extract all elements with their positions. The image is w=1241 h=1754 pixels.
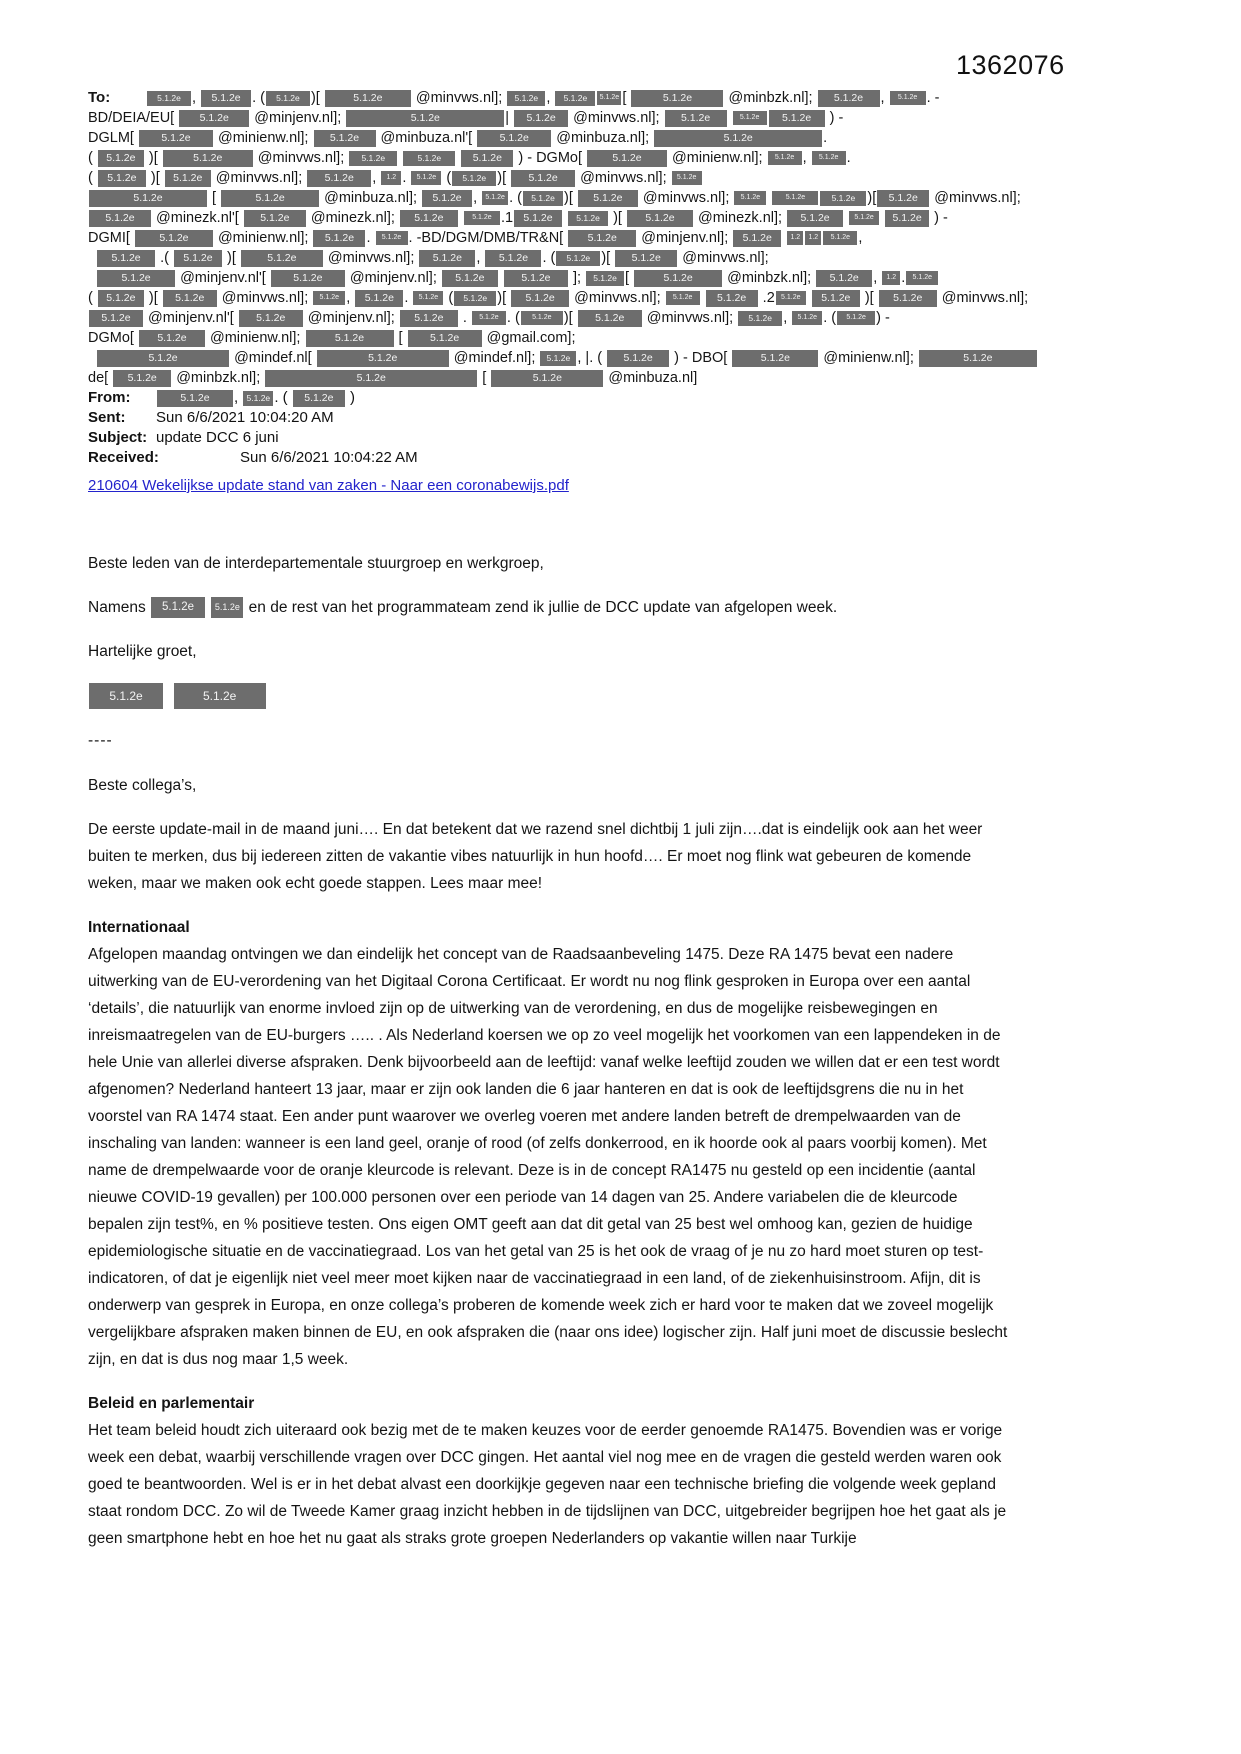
- header-text-fragment: (: [88, 170, 97, 186]
- header-text-fragment: @minvws.nl];: [253, 150, 349, 166]
- header-text-fragment: )[: [144, 290, 162, 306]
- header-text-fragment: ) -: [876, 310, 890, 326]
- redaction-box: 5.1.2e: [733, 111, 767, 125]
- redaction-box: 5.1.2e: [482, 191, 508, 205]
- header-text-fragment: [88, 270, 96, 286]
- redaction-box: 5.1.2e: [400, 310, 458, 327]
- from-value: [156, 388, 355, 408]
- header-text-fragment: (: [88, 290, 97, 306]
- header-text-fragment: . (: [823, 310, 837, 326]
- header-text-fragment: [844, 210, 848, 226]
- header-text-fragment: @mindef.nl];: [449, 350, 540, 366]
- header-text-fragment: @minvws.nl];: [678, 250, 769, 266]
- redaction-box: 5.1.2e: [113, 370, 171, 387]
- header-text-fragment: @minienw.nl];: [819, 350, 918, 366]
- header-text-fragment: @minvws.nl];: [217, 290, 313, 306]
- redaction-box: 5.1.2e: [314, 130, 376, 147]
- redaction-box: 5.1.2e: [523, 191, 563, 206]
- header-text-fragment: .: [458, 310, 471, 326]
- header-text-fragment: [459, 210, 463, 226]
- header-text-fragment: ];: [568, 270, 586, 286]
- header-text-fragment: |: [505, 110, 514, 126]
- redaction-box: 1.2: [805, 231, 821, 245]
- header-text-fragment: @minjenv.nl];: [250, 110, 346, 126]
- signature-redactions: [88, 682, 1013, 709]
- redaction-box: 5.1.2e: [293, 390, 345, 407]
- header-text-fragment: [880, 210, 884, 226]
- to-line: [88, 228, 1178, 248]
- redaction-box: 5.1.2e: [266, 91, 310, 106]
- to-line: [88, 348, 1178, 368]
- header-text-fragment: . (: [509, 190, 523, 206]
- header-text-fragment: . -BD/DGM/DMB/TR&N[: [408, 230, 568, 246]
- redaction-box: 5.1.2e: [307, 170, 371, 187]
- header-text-fragment: @minvws.nl];: [937, 290, 1029, 306]
- redaction-box: 5.1.2e: [151, 597, 205, 618]
- header-text-fragment: @minbuza.nl'[: [376, 130, 477, 146]
- header-text-fragment: [782, 230, 786, 246]
- redaction-box: 5.1.2e: [419, 250, 475, 267]
- redaction-box: 5.1.2e: [665, 110, 727, 127]
- redaction-box: 5.1.2e: [849, 211, 879, 225]
- redaction-box: 5.1.2e: [442, 270, 498, 287]
- header-text-fragment: DGLM[: [88, 130, 138, 146]
- redaction-box: 5.1.2e: [408, 330, 482, 347]
- redaction-box: 5.1.2e: [174, 683, 266, 709]
- to-line: [88, 168, 1178, 188]
- header-text-fragment: @gmail.com];: [482, 330, 576, 346]
- header-text-fragment: @minjenv.nl];: [637, 230, 733, 246]
- header-text-fragment: @minvws.nl];: [570, 290, 665, 306]
- header-text-fragment: ,: [783, 310, 792, 326]
- to-line: [88, 288, 1178, 308]
- header-text-fragment: ,: [546, 90, 555, 106]
- redaction-box: 5.1.2e: [147, 91, 191, 106]
- header-text-fragment: [88, 250, 96, 266]
- redaction-box: 5.1.2e: [816, 270, 872, 287]
- redaction-box: 5.1.2e: [578, 190, 638, 207]
- email-content: [88, 88, 1178, 1569]
- header-text-fragment: .: [402, 170, 411, 186]
- section-beleid-en-parlementair: [88, 1390, 1013, 1552]
- to-line: [88, 268, 1178, 288]
- header-text-fragment: )[: [497, 290, 511, 306]
- redaction-box: 5.1.2e: [812, 151, 846, 165]
- header-text-fragment: @minezk.nl'[: [152, 210, 243, 226]
- header-text-fragment: .: [404, 290, 413, 306]
- redaction-box: 5.1.2e: [346, 110, 504, 127]
- header-text-fragment: BD/DEIA/EU[: [88, 110, 179, 126]
- header-text-fragment: [701, 290, 705, 306]
- header-text-fragment: [807, 290, 811, 306]
- header-text-fragment: @minjenv.nl];: [345, 270, 441, 286]
- redaction-box: 5.1.2e: [472, 311, 506, 325]
- redaction-box: 5.1.2e: [627, 210, 693, 227]
- sent-value: Sun 6/6/2021 10:04:20 AM: [156, 409, 334, 426]
- header-text-fragment: DGMo[: [88, 330, 138, 346]
- header-text-fragment: .1: [500, 210, 514, 226]
- redaction-box: 5.1.2e: [265, 370, 477, 387]
- redaction-box: 5.1.2e: [568, 211, 608, 226]
- header-text-fragment: )[: [601, 250, 615, 266]
- divider: ----: [88, 732, 113, 749]
- redaction-box: 5.1.2e: [325, 90, 411, 107]
- header-text-fragment: [: [622, 90, 631, 106]
- header-text-fragment: [: [625, 270, 634, 286]
- header-text-fragment: [398, 150, 402, 166]
- header-text-fragment: ,: [873, 270, 882, 286]
- to-line: [88, 308, 1178, 328]
- redaction-box: 5.1.2e: [485, 250, 541, 267]
- header-text-fragment: )[: [564, 190, 577, 206]
- header-text-fragment: @mindef.nl[: [230, 350, 316, 366]
- redaction-box: 5.1.2e: [179, 110, 249, 127]
- redaction-box: 5.1.2e: [514, 110, 568, 127]
- header-text-fragment: ,: [476, 250, 485, 266]
- redaction-box: 5.1.2e: [97, 270, 175, 287]
- email-body: [88, 550, 1013, 1552]
- header-text-fragment: ,: [802, 150, 811, 166]
- header-text-fragment: ,: [346, 290, 355, 306]
- header-text-fragment: .: [846, 150, 851, 166]
- header-text-fragment: [206, 599, 210, 616]
- redaction-box: 5.1.2e: [823, 231, 857, 245]
- redaction-box: 5.1.2e: [139, 130, 213, 147]
- redaction-box: 5.1.2e: [634, 270, 722, 287]
- header-text-fragment: [767, 190, 771, 206]
- attachment-row: [88, 476, 1178, 496]
- header-text-fragment: ,: [372, 170, 381, 186]
- redaction-box: 5.1.2e: [540, 351, 576, 366]
- header-text-fragment: @minjenv.nl];: [303, 310, 399, 326]
- header-text-fragment: ,: [192, 90, 201, 106]
- redaction-box: 5.1.2e: [607, 350, 669, 367]
- header-text-fragment: @minbuza.nl];: [320, 190, 422, 206]
- attachment-link[interactable]: 210604 Wekelijkse update stand van zaken - Naar een coronabewijs.pdf: [88, 477, 569, 494]
- redaction-box: 5.1.2e: [317, 350, 449, 367]
- redaction-box: 5.1.2e: [201, 90, 251, 107]
- header-text-fragment: (: [88, 150, 97, 166]
- to-line-tokens: [146, 90, 939, 106]
- redaction-box: 5.1.2e: [491, 370, 603, 387]
- header-text-fragment: ,: [234, 389, 243, 406]
- header-text-fragment: @minjenv.nl'[: [144, 310, 238, 326]
- redaction-box: 5.1.2e: [706, 290, 758, 307]
- redaction-box: 5.1.2e: [98, 290, 144, 307]
- header-text-fragment: ) -: [825, 110, 844, 126]
- redaction-box: 5.1.2e: [879, 290, 937, 307]
- header-text-fragment: . (: [252, 90, 265, 106]
- header-text-fragment: [456, 150, 460, 166]
- header-text-fragment: . -: [926, 90, 940, 106]
- header-text-fragment: . (: [274, 389, 292, 406]
- redaction-box: 5.1.2e: [135, 230, 213, 247]
- header-text-fragment: @minvws.nl];: [638, 190, 734, 206]
- redaction-box: 5.1.2e: [244, 210, 306, 227]
- header-text-fragment: @minjenv.nl'[: [176, 270, 270, 286]
- closing: Hartelijke groet,: [88, 643, 197, 660]
- header-text-fragment: )[: [310, 90, 324, 106]
- redaction-box: 5.1.2e: [241, 250, 323, 267]
- sent-row: [88, 408, 1178, 428]
- redaction-box: 5.1.2e: [165, 170, 211, 187]
- header-text-fragment: @minienw.nl];: [668, 150, 767, 166]
- redaction-box: 5.1.2e: [239, 310, 303, 327]
- subject-label: Subject:: [88, 429, 148, 446]
- header-text-fragment: @minezk.nl];: [693, 210, 787, 226]
- redaction-box: 5.1.2e: [586, 271, 624, 286]
- header-text-fragment: (: [442, 170, 452, 186]
- redaction-box: 5.1.2e: [89, 210, 151, 227]
- redaction-box: 5.1.2e: [521, 311, 563, 325]
- redaction-box: 5.1.2e: [211, 597, 243, 618]
- redaction-box: 5.1.2e: [818, 90, 880, 107]
- header-text-fragment: @minbzk.nl];: [723, 270, 816, 286]
- header-text-fragment: [: [394, 330, 407, 346]
- namens-line: [88, 594, 1013, 621]
- redaction-box: 5.1.2e: [906, 271, 938, 285]
- redaction-box: 5.1.2e: [812, 290, 860, 307]
- redaction-box: 5.1.2e: [157, 390, 233, 407]
- redaction-box: 5.1.2e: [403, 151, 455, 166]
- intro-paragraph: De eerste update-mail in de maand juni…. En dat betekent dat we razend snel dichtbij 1 juli zijn….dat is eindelijk ook aan het weer buiten te merken, dus bij iedereen zitten de vakantie vibes natuurlijk in hun hoofd…. Er moet nog flink wat gebeuren de komende weken, maar we maken ook echt goede stappen. Lees maar mee!: [88, 821, 983, 892]
- header-text-fragment: @minvws.nl];: [642, 310, 738, 326]
- redaction-box: 1.2: [882, 271, 900, 285]
- header-text-fragment: @minvws.nl];: [411, 90, 507, 106]
- header-text-fragment: )[: [867, 190, 877, 206]
- redaction-box: 5.1.2e: [734, 191, 766, 205]
- header-text-fragment: @minbzk.nl];: [724, 90, 817, 106]
- header-text-fragment: )[: [144, 150, 162, 166]
- redaction-box: 5.1.2e: [514, 210, 562, 227]
- redaction-box: 5.1.2e: [768, 151, 802, 165]
- received-row: [88, 448, 1178, 468]
- header-text-fragment: @minbuza.nl]: [604, 370, 698, 386]
- header-text-fragment: . (: [506, 310, 520, 326]
- redaction-box: 5.1.2e: [890, 91, 926, 105]
- sent-label: Sent:: [88, 409, 126, 426]
- header-text-fragment: @minezk.nl];: [306, 210, 399, 226]
- header-text-fragment: ) - DBO[: [670, 350, 732, 366]
- header-text-fragment: ,: [880, 90, 889, 106]
- redaction-box: 1.2: [381, 171, 401, 185]
- redaction-box: 5.1.2e: [568, 230, 636, 247]
- received-value: Sun 6/6/2021 10:04:22 AM: [240, 449, 418, 466]
- redaction-box: 5.1.2e: [877, 190, 929, 207]
- redaction-box: 5.1.2e: [271, 270, 345, 287]
- redaction-box: 5.1.2e: [666, 291, 700, 305]
- redaction-box: 5.1.2e: [452, 171, 496, 186]
- redaction-box: 5.1.2e: [837, 311, 875, 325]
- salutation-2: Beste collega’s,: [88, 777, 197, 794]
- header-text-fragment: @minvws.nl];: [323, 250, 419, 266]
- header-text-fragment: [164, 687, 173, 704]
- redaction-box: 5.1.2e: [578, 310, 642, 327]
- redaction-box: 1.2: [787, 231, 803, 245]
- to-label: To:: [88, 89, 111, 106]
- section-heading: Beleid en parlementair: [88, 1395, 255, 1412]
- redaction-box: 5.1.2e: [97, 250, 155, 267]
- redaction-box: 5.1.2e: [243, 391, 273, 406]
- header-text-fragment: [: [208, 190, 221, 206]
- redaction-box: 5.1.2e: [919, 350, 1037, 367]
- header-text-fragment: [88, 350, 96, 366]
- to-line: [88, 148, 1178, 168]
- header-text-fragment: Namens: [88, 599, 151, 616]
- to-line: [88, 248, 1178, 268]
- header-text-fragment: [728, 110, 732, 126]
- from-row: [88, 388, 1178, 408]
- header-text-fragment: ) -: [930, 210, 948, 226]
- redaction-box: 5.1.2e: [306, 330, 394, 347]
- redaction-box: 5.1.2e: [413, 291, 443, 305]
- to-line: [88, 208, 1178, 228]
- header-text-fragment: )[: [497, 170, 511, 186]
- redaction-box: 5.1.2e: [89, 683, 163, 709]
- redaction-box: 5.1.2e: [477, 130, 551, 147]
- to-line: [88, 368, 1178, 388]
- redaction-box: 5.1.2e: [411, 171, 441, 185]
- redaction-box: 5.1.2e: [89, 190, 207, 207]
- header-text-fragment: @minbzk.nl];: [172, 370, 265, 386]
- header-text-fragment: ,: [858, 230, 863, 246]
- redaction-box: 5.1.2e: [511, 290, 569, 307]
- redaction-box: 5.1.2e: [313, 230, 365, 247]
- redaction-box: 5.1.2e: [587, 150, 667, 167]
- header-text-fragment: @minvws.nl];: [930, 190, 1021, 206]
- header-text-fragment: @minienw.nl];: [213, 130, 313, 146]
- header-text-fragment: [499, 270, 503, 286]
- redaction-box: 5.1.2e: [313, 291, 345, 305]
- redaction-box: 5.1.2e: [461, 150, 513, 167]
- redaction-box: 5.1.2e: [631, 90, 723, 107]
- redaction-box: 5.1.2e: [97, 350, 229, 367]
- redaction-box: 5.1.2e: [776, 291, 806, 305]
- header-text-fragment: (: [444, 290, 454, 306]
- subject-row: [88, 428, 1178, 448]
- redaction-box: 5.1.2e: [98, 170, 146, 187]
- redaction-box: 5.1.2e: [163, 150, 253, 167]
- header-text-fragment: @minienw.nl];: [213, 230, 313, 246]
- redaction-box: 5.1.2e: [98, 150, 144, 167]
- to-line: [88, 128, 1178, 148]
- section-text: Het team beleid houdt zich uiteraard ook bezig met de te maken keuzes voor de eerder genoemde RA1475. Bovendien was er vorige week een debat, waarbij verschillende vragen over DCC gingen. Het aantal viel nog mee en de vragen die gesteld werden waren ook goed te beantwoorden. Wel is er in het debat alvast een doorkijkje gegeven naar een technische briefing die volgende week gepland staat rondom DCC. Zo wil de Tweede Kamer graag inzicht hebben in de tijdslijnen van DCC, uitgebreider begrijpen hoe het gaat als je geen smartphone hebt en hoe het nu gaat als straks grote groepen Nederlanders op vakantie willen naar Turkije: [88, 1422, 1007, 1547]
- header-text-fragment: ): [345, 389, 356, 406]
- header-text-fragment: [: [478, 370, 491, 386]
- section-text: Afgelopen maandag ontvingen we dan eindelijk het concept van de Raadsaanbeveling 1475. Deze RA 1475 bevat een nadere uitwerking van de EU-verordening van het Digitaal Corona Certificaat. Er wordt nu nog flink gesproken in Europa over een aantal ‘details’, die natuurlijk van enorme invloed zijn op de uitwerking van de verordening, en dus de mogelijke reisbewegingen en inreismaatregelen van de EU-burgers ….. . Als Nederland koersen we op zo veel mogelijk het voorkomen van een lappendeken in de hele Unie van allerlei diverse afspraken. Denk bijvoorbeeld aan de leeftijd: vanaf welke leeftijd zouden we willen dat er een test wordt afgenomen? Nederland hanteert 13 jaar, maar er zijn ook landen die 6 jaar hanteren en dat is ook de leeftijdsgrens die nu in het voorstel van RA 1474 staat. Een ander punt waarover we overleg voeren met andere landen betreft de drempelwaarden van de inschaling van landen: wanneer is een land geel, oranje of rood (of zelfs donkerrood, en ik hoorde ook al paars voorbij komen). Met name de drempelwaarde voor de oranje kleurcode is relevant. Deze is in de concept RA1475 nu gesteld op een incidentie (aantal nieuwe COVID-19 gevallen) per 100.000 personen over een periode van 14 dagen van 25. Andere variabelen die de kleurcode bepalen zijn test%, en % positieve testen. Ons eigen OMT geeft aan dat dit getal van 25 best wel omhoog kan, gezien de huidige epidemiologische situatie en de vaccinatiegraad. Los van het getal van 25 is het ook de vraag of je nu zo hard moet sturen op test-indicatoren, of dat je eigenlijk niet veel meer moet kijken naar de vaccinatiegraad in een land, of de ziekenhuisinstroom. Afijn, dit is onderwerp van gesprek in Europa, en onze collega’s proberen de komende week zich er hard voor te maken dat we zoveel mogelijk vergelijkbare afspraken maken binnen de EU, en ook afspraken die (naar ons idee) logischer zijn. Half juni moet de discussie beslecht zijn, en dat is dus nog maar 1,5 week.: [88, 946, 1008, 1368]
- header-text-fragment: .: [901, 270, 906, 286]
- header-text-fragment: )[: [222, 250, 240, 266]
- to-line: [88, 88, 1178, 108]
- subject-value: update DCC 6 juni: [156, 429, 279, 446]
- redaction-box: 5.1.2e: [511, 170, 575, 187]
- redaction-box: 5.1.2e: [400, 210, 458, 227]
- redaction-box: 5.1.2e: [355, 290, 403, 307]
- redaction-box: 5.1.2e: [672, 171, 702, 185]
- document-number: 1362076: [956, 50, 1065, 80]
- header-text-fragment: .: [823, 130, 828, 146]
- redaction-box: 5.1.2e: [787, 210, 843, 227]
- header-text-fragment: )[: [609, 210, 626, 226]
- to-field: [88, 88, 1178, 388]
- header-text-fragment: @minvws.nl];: [211, 170, 307, 186]
- redaction-box: 5.1.2e: [556, 251, 600, 266]
- redaction-box: 5.1.2e: [772, 191, 818, 205]
- redaction-box: 5.1.2e: [507, 91, 545, 106]
- redaction-box: 5.1.2e: [139, 330, 205, 347]
- redaction-box: 5.1.2e: [89, 310, 143, 327]
- redaction-box: 5.1.2e: [464, 211, 500, 225]
- header-text-fragment: .: [366, 230, 375, 246]
- header-text-fragment: )[: [146, 170, 164, 186]
- to-line: [88, 108, 1178, 128]
- header-text-fragment: ,: [473, 190, 482, 206]
- header-text-fragment: [563, 210, 567, 226]
- header-text-fragment: , |. (: [577, 350, 607, 366]
- header-text-fragment: @minienw.nl];: [205, 330, 305, 346]
- salutation: Beste leden van de interdepartementale stuurgroep en werkgroep,: [88, 555, 544, 572]
- redaction-box: 5.1.2e: [454, 291, 496, 306]
- header-text-fragment: .2: [758, 290, 775, 306]
- redaction-box: 5.1.2e: [597, 91, 621, 105]
- redaction-box: 5.1.2e: [885, 210, 929, 227]
- header-text-fragment: en de rest van het programmateam zend ik jullie de DCC update van afgelopen week.: [244, 599, 838, 616]
- from-label: From:: [88, 389, 131, 406]
- redaction-box: 5.1.2e: [349, 151, 397, 166]
- redaction-box: 5.1.2e: [769, 110, 825, 127]
- redaction-box: 5.1.2e: [422, 190, 472, 207]
- header-text-fragment: .(: [156, 250, 173, 266]
- header-text-fragment: @minbuza.nl];: [552, 130, 654, 146]
- redaction-box: 5.1.2e: [792, 311, 822, 325]
- header-text-fragment: @minvws.nl];: [569, 110, 664, 126]
- redaction-box: 5.1.2e: [174, 250, 222, 267]
- to-line: [88, 328, 1178, 348]
- redaction-box: 5.1.2e: [376, 231, 408, 245]
- header-text-fragment: de[: [88, 370, 113, 386]
- header-text-fragment: @minvws.nl];: [576, 170, 671, 186]
- redaction-box: 5.1.2e: [654, 130, 822, 147]
- redaction-box: 5.1.2e: [221, 190, 319, 207]
- section-internationaal: [88, 914, 1013, 1373]
- redaction-box: 5.1.2e: [163, 290, 217, 307]
- redaction-box: 5.1.2e: [733, 230, 781, 247]
- received-label: Received:: [88, 449, 159, 466]
- header-text-fragment: DGMI[: [88, 230, 134, 246]
- redaction-box: 5.1.2e: [820, 191, 866, 206]
- redaction-box: 5.1.2e: [615, 250, 677, 267]
- redaction-box: 5.1.2e: [504, 270, 568, 287]
- header-text-fragment: )[: [563, 310, 577, 326]
- redaction-box: 5.1.2e: [732, 350, 818, 367]
- redaction-box: 5.1.2e: [555, 91, 595, 106]
- section-heading: Internationaal: [88, 919, 190, 936]
- to-line: [88, 188, 1178, 208]
- redaction-box: 5.1.2e: [738, 311, 782, 326]
- header-text-fragment: ) - DGMo[: [514, 150, 587, 166]
- header-text-fragment: )[: [860, 290, 878, 306]
- header-text-fragment: . (: [542, 250, 556, 266]
